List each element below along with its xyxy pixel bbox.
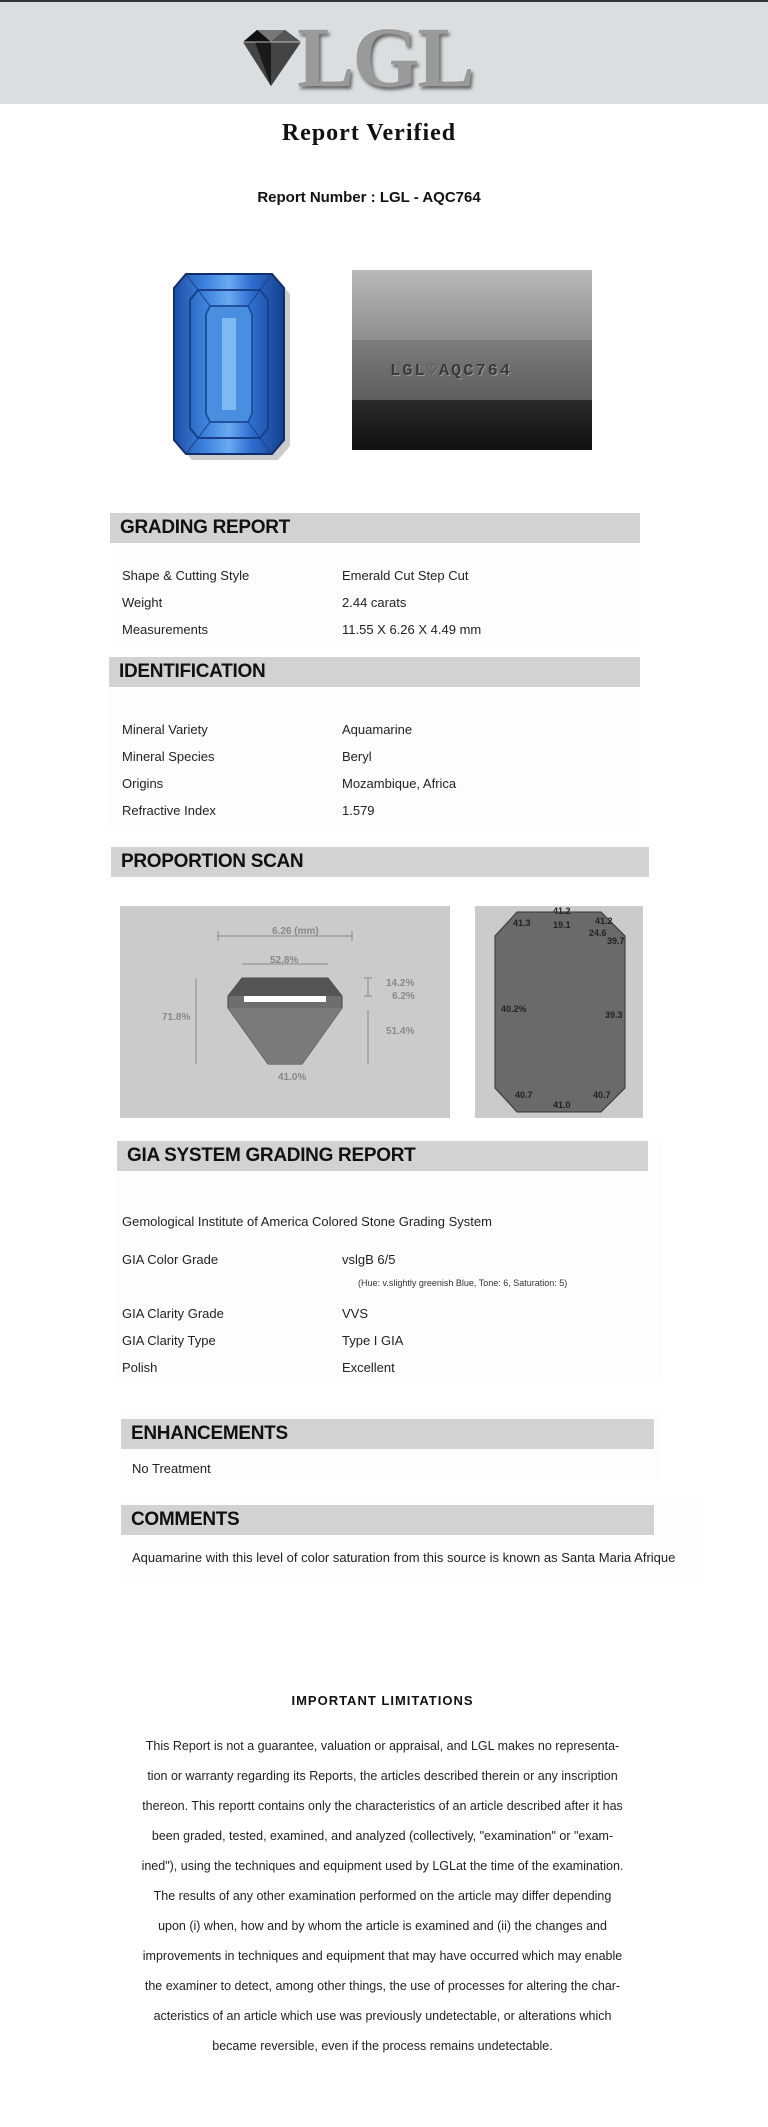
row-value: Aquamarine bbox=[342, 722, 413, 737]
row-value: 11.55 X 6.26 X 4.49 mm bbox=[342, 622, 482, 637]
row-label: Origins bbox=[122, 776, 164, 791]
face-label: 39.3 bbox=[605, 1010, 623, 1020]
limitations-line: upon (i) when, how and by whom the article is examined and (ii) the changes and bbox=[158, 1919, 607, 1933]
row-value: 1.579 bbox=[342, 803, 375, 818]
row-value: Beryl bbox=[342, 749, 372, 764]
gia-heading: GIA SYSTEM GRADING REPORT bbox=[117, 1141, 648, 1171]
identification-heading: IDENTIFICATION bbox=[109, 657, 640, 687]
limitations-line: tion or warranty regarding its Reports, the articles described therein or any inscription bbox=[147, 1769, 618, 1783]
color-grade-note: (Hue: v.slightly greenish Blue, Tone: 6, Saturation: 5) bbox=[358, 1278, 568, 1288]
inscription-photo bbox=[352, 270, 592, 450]
face-label: 40.7 bbox=[593, 1090, 611, 1100]
limitations-line: thereon. This reportt contains only the characteristics of an article described after it has bbox=[142, 1799, 623, 1813]
gia-intro: Gemological Institute of America Colored Stone Grading System bbox=[122, 1214, 492, 1229]
face-up-diagram bbox=[475, 906, 643, 1118]
gemstone-image bbox=[134, 268, 324, 460]
limitations-line: improvements in techniques and equipment that may have occurred which may enable bbox=[142, 1949, 623, 1963]
face-label: 41.3 bbox=[513, 918, 531, 928]
row-label: GIA Clarity Grade bbox=[122, 1306, 224, 1321]
limitations-line: the examiner to detect, among other things, the use of processes for altering the char- bbox=[144, 1979, 621, 1993]
report-number: Report Number : LGL - AQC764 bbox=[257, 189, 481, 206]
table-label: 52.8% bbox=[270, 955, 299, 966]
limitations-line: ined"), using the techniques and equipment used by LGLat the time of the examination. bbox=[141, 1859, 624, 1873]
comments-heading: COMMENTS bbox=[121, 1505, 654, 1535]
enhancements-heading: ENHANCEMENTS bbox=[121, 1419, 654, 1449]
row-value: VVS bbox=[342, 1306, 369, 1321]
crown-label: 14.2% bbox=[386, 978, 415, 989]
proportion-scan-heading: PROPORTION SCAN bbox=[111, 847, 649, 877]
row-label: GIA Color Grade bbox=[122, 1252, 219, 1267]
row-label: GIA Clarity Type bbox=[122, 1333, 216, 1348]
limitations-heading: IMPORTANT LIMITATIONS bbox=[291, 1693, 474, 1708]
lgl-logo[interactable] bbox=[235, 9, 485, 105]
limitations-line: The results of any other examination performed on the article may differ depending bbox=[153, 1889, 612, 1903]
logo-text: LGL bbox=[297, 9, 473, 105]
page-title: Report Verified bbox=[281, 120, 457, 146]
row-value: vslgB 6/5 bbox=[342, 1252, 396, 1267]
row-label: Polish bbox=[122, 1360, 158, 1375]
total-depth-label: 71.8% bbox=[162, 1012, 191, 1023]
limitations-body bbox=[110, 1731, 655, 2061]
face-label: 24.6 bbox=[589, 928, 607, 938]
inscription-text: LGL♡AQC764 bbox=[390, 362, 513, 381]
row-value: Excellent bbox=[342, 1360, 395, 1375]
face-label: 40.2% bbox=[501, 1004, 527, 1014]
face-label: 41.2 bbox=[553, 906, 571, 916]
header-banner bbox=[0, 2, 768, 104]
row-value: 2.44 carats bbox=[342, 595, 407, 610]
enhancements-text: No Treatment bbox=[132, 1461, 211, 1476]
face-label: 39.7 bbox=[607, 936, 625, 946]
comments-text: Aquamarine with this level of color saturation from this source is known as Santa Maria Afrique bbox=[132, 1550, 676, 1565]
girdle-label: 6.2% bbox=[392, 991, 415, 1002]
row-value: Type I GIA bbox=[342, 1333, 404, 1348]
limitations-line: This Report is not a guarantee, valuation or appraisal, and LGL makes no representa- bbox=[145, 1739, 620, 1753]
row-value: Emerald Cut Step Cut bbox=[342, 568, 469, 583]
culet-label: 41.0% bbox=[278, 1072, 307, 1083]
row-value: Mozambique, Africa bbox=[342, 776, 457, 791]
limitations-line: acteristics of an article which use was previously undetectable, or alterations which bbox=[153, 2009, 612, 2023]
row-label: Measurements bbox=[122, 622, 208, 637]
profile-diagram bbox=[120, 906, 450, 1118]
width-label: 6.26 (mm) bbox=[272, 926, 319, 937]
face-label: 41.2 bbox=[595, 916, 613, 926]
pavilion-label: 51.4% bbox=[386, 1026, 415, 1037]
row-label: Refractive Index bbox=[122, 803, 216, 818]
face-label: 19.1 bbox=[553, 920, 571, 930]
row-label: Mineral Species bbox=[122, 749, 215, 764]
grading-report-heading: GRADING REPORT bbox=[110, 513, 640, 543]
row-label: Shape & Cutting Style bbox=[122, 568, 250, 583]
limitations-line: been graded, tested, examined, and analyzed (collectively, "examination" or "exam- bbox=[151, 1829, 614, 1843]
row-label: Mineral Variety bbox=[122, 722, 208, 737]
face-label: 41.0 bbox=[553, 1100, 571, 1110]
row-label: Weight bbox=[122, 595, 163, 610]
face-label: 40.7 bbox=[515, 1090, 533, 1100]
limitations-line: became reversible, even if the process remains undetectable. bbox=[212, 2039, 553, 2053]
